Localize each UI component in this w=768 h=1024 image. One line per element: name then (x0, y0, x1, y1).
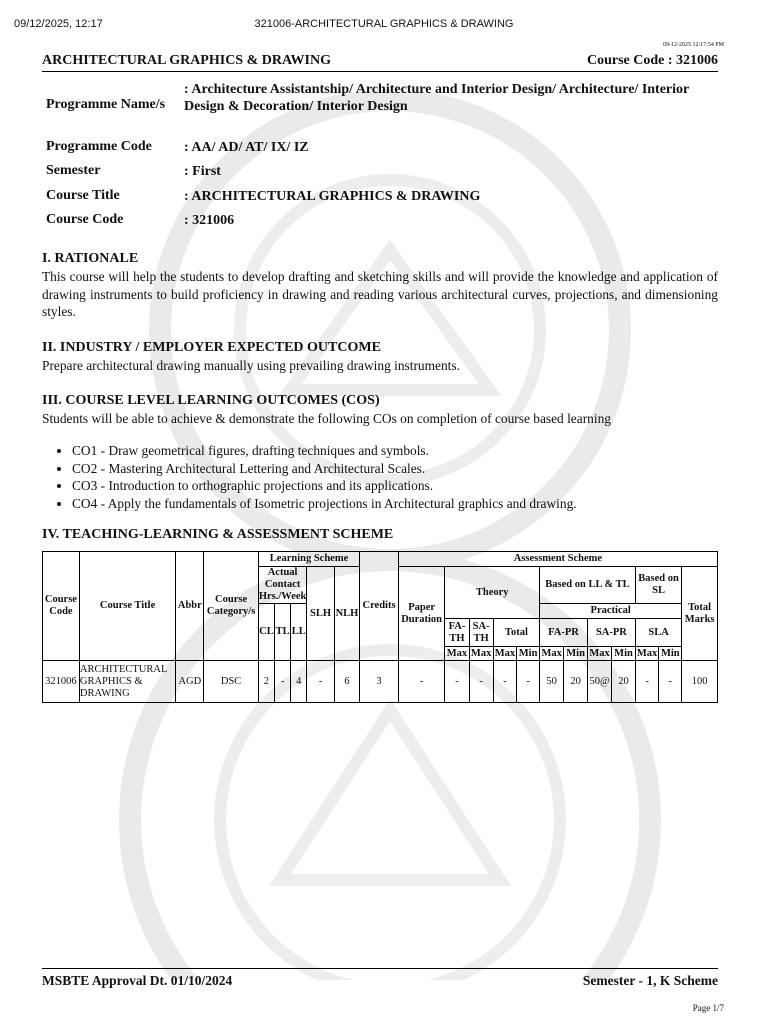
page-number: Page 1/7 (692, 1003, 724, 1013)
col-header-based-on-sl: Based on SL (635, 567, 681, 604)
cell-sa-pr-max: 50@ (587, 661, 611, 703)
col-header-min: Min (612, 647, 636, 661)
col-header-tl: TL (275, 604, 291, 661)
col-header-sa-th: SA-TH (469, 619, 493, 647)
col-header-course-title: Course Title (79, 552, 175, 661)
course-title-row (42, 53, 718, 72)
col-header-fa-th: FA-TH (445, 619, 469, 647)
col-header-cl: CL (258, 604, 274, 661)
col-header-min: Min (517, 647, 540, 661)
col-header-based-on-ll-tl: Based on LL & TL (540, 567, 636, 604)
cell-fa-pr-min: 20 (564, 661, 588, 703)
col-header-min: Min (564, 647, 588, 661)
cos-intro-text: Students will be able to achieve & demonstrate the following COs on completion of course based learning (42, 411, 611, 426)
rationale-text: This course will help the students to develop drafting and sketching skills and will provide the knowledge and application of drawing instruments to build proficiency in drawing and reading various architectural curves, projections, and dimensioning styles. (42, 269, 718, 319)
course-outcome-item: • CO2 - Mastering Architectural Lettering and Architectural Scales. (72, 460, 577, 478)
col-header-fa-pr: FA-PR (540, 619, 588, 647)
footer-semester-scheme: Semester - 1, K Scheme (582, 973, 718, 988)
browser-print-title: 321006-ARCHITECTURAL GRAPHICS & DRAWING (254, 18, 514, 30)
col-header-max: Max (541, 647, 562, 659)
cell-ll: 4 (291, 661, 307, 703)
col-header-min: Min (659, 647, 682, 661)
col-header-abbr: Abbr (176, 552, 204, 661)
cell-cl: 2 (258, 661, 274, 703)
cell-slh: - (307, 661, 334, 703)
cell-fa-pr-max: 50 (540, 661, 564, 703)
cell-nlh: 6 (334, 661, 359, 703)
col-header-course-code: Course Code (43, 552, 80, 661)
col-header-credits: Credits (360, 552, 399, 661)
cell-tl: - (275, 661, 291, 703)
col-header-practical: Practical (540, 604, 682, 619)
col-header-nlh: NLH (334, 567, 359, 661)
cell-total-marks: 100 (682, 661, 718, 703)
cell-fa-th-max: - (445, 661, 469, 703)
info-label-semester: Semester (46, 163, 101, 178)
cell-credits: 3 (360, 661, 399, 703)
col-header-max: Max (470, 647, 492, 659)
generated-timestamp: 09-12-2025 12:17:54 PM (662, 42, 724, 48)
col-header-sa-pr: SA-PR (587, 619, 635, 647)
info-label-course-title: Course Title (46, 188, 120, 203)
footer-approval-date: MSBTE Approval Dt. 01/10/2024 (42, 973, 233, 988)
col-header-category: Course Category/s (204, 552, 258, 661)
course-name-heading: ARCHITECTURAL GRAPHICS & DRAWING (42, 53, 331, 68)
browser-print-datetime: 09/12/2025, 12:17 (14, 18, 103, 30)
table-row (43, 661, 718, 703)
info-value-programme-code: : AA/ AD/ AT/ IX/ IZ (184, 140, 309, 155)
cos-heading: III. COURSE LEVEL LEARNING OUTCOMES (COS) (42, 393, 380, 408)
cell-sa-pr-min: 20 (612, 661, 636, 703)
cell-sla-min: - (659, 661, 682, 703)
info-label-programme-name: Programme Name/s (46, 97, 166, 112)
course-outcome-item: • CO3 - Introduction to orthographic projections and its applications. (72, 477, 577, 495)
info-label-course-code: Course Code (46, 212, 124, 227)
group-header-learning-scheme: Learning Scheme (258, 552, 359, 567)
course-code-heading: Course Code : 321006 (586, 53, 718, 68)
cell-course-title: ARCHITECTURAL GRAPHICS & DRAWING (79, 661, 175, 703)
col-header-max: Max (589, 647, 610, 659)
info-label-programme-code: Programme Code (46, 139, 152, 154)
cell-sla-max: - (635, 661, 658, 703)
cell-total-min: - (517, 661, 540, 703)
info-value-course-code: : 321006 (184, 213, 235, 228)
cell-sa-th-max: - (469, 661, 493, 703)
scheme-heading: IV. TEACHING-LEARNING & ASSESSMENT SCHEME (42, 527, 394, 542)
info-value-semester: : First (184, 164, 221, 179)
cell-abbr: AGD (176, 661, 204, 703)
col-header-total-marks: Total Marks (682, 567, 718, 661)
group-header-assessment-scheme: Assessment Scheme (398, 552, 717, 567)
cell-total-max: - (493, 661, 516, 703)
col-header-theory: Theory (445, 567, 540, 619)
cell-paper-duration: - (398, 661, 445, 703)
col-header-actual-contact: Actual Contact Hrs./Week (258, 567, 307, 602)
industry-outcome-text: Prepare architectural drawing manually using prevailing drawing instruments. (42, 358, 460, 373)
course-outcome-item: • CO1 - Draw geometrical figures, drafting techniques and symbols. (72, 442, 577, 460)
col-header-paper-duration: Paper Duration (398, 567, 445, 661)
footer-divider (42, 968, 718, 969)
col-header-slh: SLH (307, 567, 334, 661)
col-header-ll: LL (291, 604, 307, 661)
col-header-theory-total: Total (493, 619, 539, 647)
rationale-heading: I. RATIONALE (42, 251, 139, 266)
course-outcomes-list (42, 442, 577, 512)
industry-outcome-heading: II. INDUSTRY / EMPLOYER EXPECTED OUTCOME (42, 340, 381, 355)
col-header-sla: SLA (635, 619, 681, 647)
cell-category: DSC (204, 661, 258, 703)
cell-course-code: 321006 (43, 661, 80, 703)
col-header-max: Max (494, 647, 516, 659)
col-header-max: Max (446, 647, 468, 659)
course-outcome-item: • CO4 - Apply the fundamentals of Isometric projections in Architectural graphics and drawing. (72, 495, 577, 513)
teaching-assessment-table (42, 551, 718, 703)
col-header-max: Max (636, 647, 658, 659)
info-value-programme-name: : Architecture Assistantship/ Architecture and Interior Design/ Architecture/ Interior Design & Decoration/ Interior Design (184, 82, 689, 114)
info-value-course-title: : ARCHITECTURAL GRAPHICS & DRAWING (184, 189, 481, 204)
